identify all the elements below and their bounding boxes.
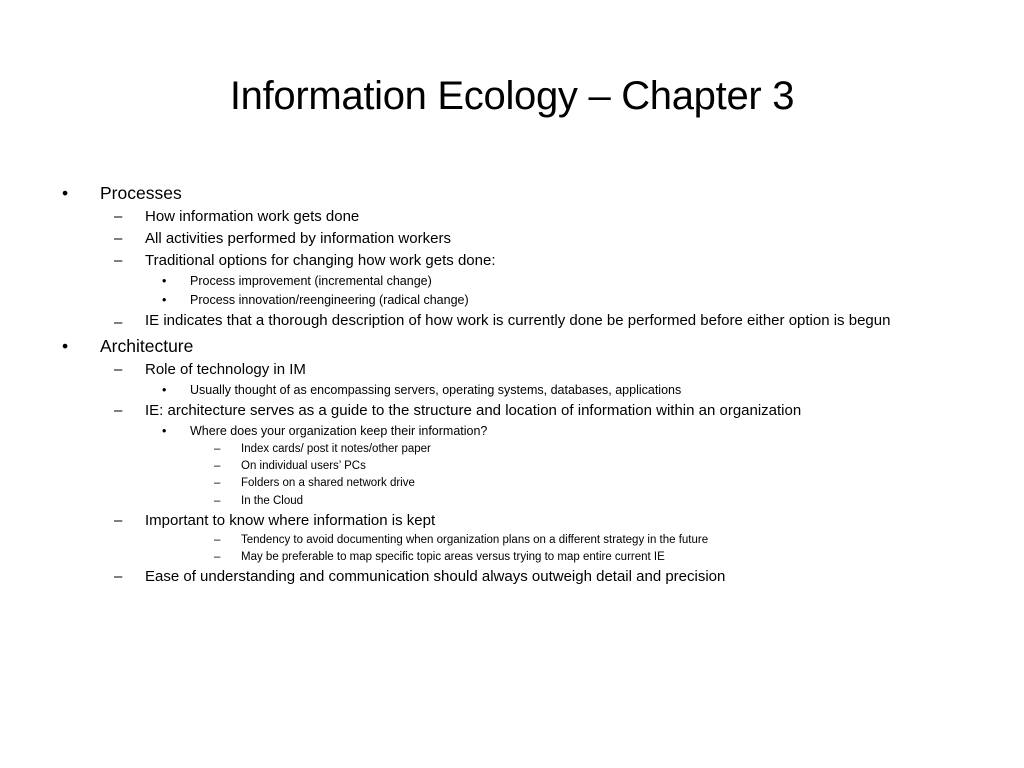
dash-icon: – <box>114 208 123 225</box>
dash-icon: – <box>114 252 123 269</box>
level4-bullet <box>0 549 1000 566</box>
bullet-architecture <box>0 333 1000 359</box>
sub-bullet <box>0 310 1000 331</box>
slide-title: Information Ecology – Chapter 3 <box>229 74 795 118</box>
sub-bullet-text: IE: architecture serves as a guide to the structure and location of information within an organization <box>145 402 802 419</box>
level4-bullet-text: May be preferable to map specific topic areas versus trying to map entire current IE <box>241 551 665 564</box>
sub-sub-bullet <box>0 381 1000 400</box>
level4-bullet <box>0 458 1000 475</box>
sub-bullet-text: Traditional options for changing how work gets done: <box>145 252 496 269</box>
dash-icon: – <box>114 314 123 331</box>
dash-icon: – <box>214 551 221 564</box>
sub-bullet-text: All activities performed by information workers <box>145 230 451 247</box>
dash-icon: – <box>214 477 221 490</box>
dash-icon: – <box>114 230 123 247</box>
dash-icon: – <box>114 568 123 586</box>
sub-sub-bullet <box>0 422 1000 441</box>
level4-bullet <box>0 493 1000 510</box>
sub-sub-bullet-text: Process improvement (incremental change) <box>190 274 432 288</box>
bullet-processes <box>0 180 1000 206</box>
level4-bullet <box>0 441 1000 458</box>
sub-bullet <box>0 566 1000 588</box>
sub-sub-bullet-text: Process innovation/reengineering (radical change) <box>190 293 469 307</box>
dash-icon: – <box>214 533 221 546</box>
level4-bullet-text: Index cards/ post it notes/other paper <box>241 443 431 455</box>
level4-bullet <box>0 532 1000 549</box>
level4-bullet-text: Folders on a shared network drive <box>241 477 415 490</box>
sub-bullet-text: Important to know where information is kept <box>145 511 436 529</box>
bullet-dot-icon: • <box>162 424 167 438</box>
sub-bullet-text: Ease of understanding and communication should always outweigh detail and precision <box>145 568 726 586</box>
sub-bullet-text: How information work gets done <box>145 208 360 225</box>
level4-bullet-text: On individual users’ PCs <box>241 460 366 473</box>
sub-bullet <box>0 510 1000 532</box>
level4-bullet-text: In the Cloud <box>241 494 304 507</box>
level4-bullet-text: Tendency to avoid documenting when organization plans on a different strategy in the future <box>241 533 709 546</box>
dash-icon: – <box>214 494 221 507</box>
sub-bullet <box>0 206 1000 228</box>
sub-bullet <box>0 228 1000 250</box>
sub-bullet <box>0 250 1000 272</box>
dash-icon: – <box>214 443 221 455</box>
bullet-dot-icon: • <box>62 336 69 356</box>
bullet-dot-icon: • <box>162 383 167 397</box>
sub-sub-bullet <box>0 272 1000 291</box>
level4-bullet <box>0 475 1000 492</box>
dash-icon: – <box>214 460 221 473</box>
sub-sub-bullet <box>0 291 1000 310</box>
dash-icon: – <box>114 402 123 419</box>
sub-bullet <box>0 400 1000 422</box>
dash-icon: – <box>114 361 123 378</box>
bullet-dot-icon: • <box>162 293 167 307</box>
sub-bullet-text: IE indicates that a thorough description of how work is currently done be performed before either option is begun <box>145 312 891 329</box>
slide-body <box>0 180 1000 588</box>
sub-bullet <box>0 359 1000 381</box>
dash-icon: – <box>114 511 123 529</box>
bullet-dot-icon: • <box>162 274 167 288</box>
bullet-text: Processes <box>100 183 182 203</box>
bullet-text: Architecture <box>100 336 194 356</box>
sub-sub-bullet-text: Where does your organization keep their information? <box>190 424 488 438</box>
bullet-dot-icon: • <box>62 183 69 203</box>
sub-bullet-text: Role of technology in IM <box>145 361 306 378</box>
sub-sub-bullet-text: Usually thought of as encompassing servers, operating systems, databases, applications <box>190 383 682 397</box>
